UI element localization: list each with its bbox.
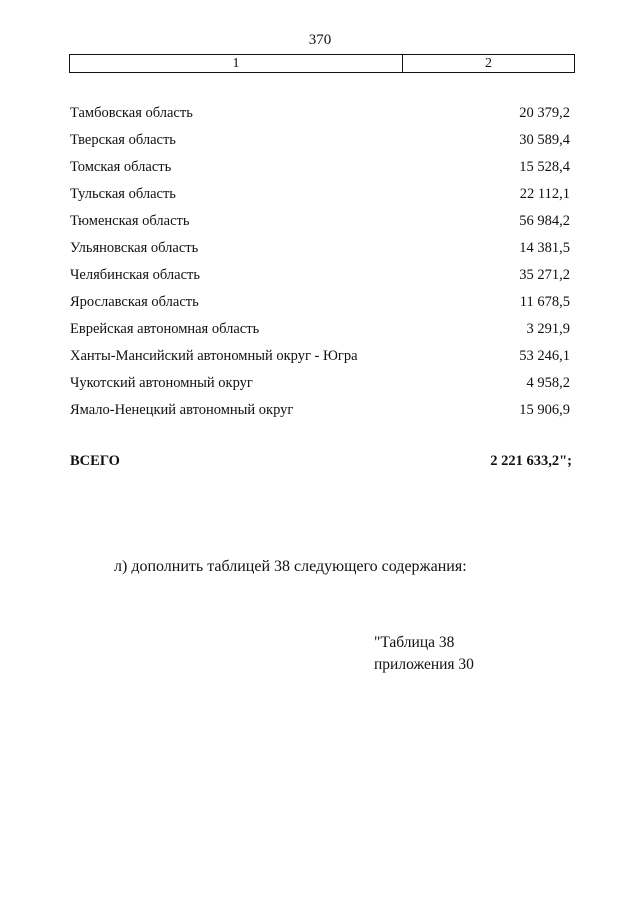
region-name: Тюменская область <box>70 213 190 229</box>
table-caption <box>374 632 474 676</box>
table-row <box>70 208 570 235</box>
region-value: 30 589,4 <box>519 132 570 148</box>
region-name: Томская область <box>70 159 172 175</box>
region-name: Ульяновская область <box>70 240 199 256</box>
total-row <box>70 453 572 470</box>
header-col-2: 2 <box>485 56 492 71</box>
table-row <box>70 235 570 262</box>
region-value: 11 678,5 <box>519 294 570 310</box>
table-row <box>70 100 570 127</box>
table-header <box>69 54 575 73</box>
table-row <box>70 316 570 343</box>
page-number: 370 <box>308 32 332 48</box>
region-value: 3 291,9 <box>526 321 570 337</box>
region-name: Еврейская автономная область <box>70 321 260 337</box>
total-label: ВСЕГО <box>70 453 120 469</box>
region-value: 35 271,2 <box>519 267 570 283</box>
table-row <box>70 397 570 424</box>
region-value: 22 112,1 <box>519 186 570 202</box>
table-row <box>70 289 570 316</box>
region-value: 20 379,2 <box>519 105 570 121</box>
table-row <box>70 343 570 370</box>
table-row <box>70 181 570 208</box>
table-row <box>70 262 570 289</box>
region-name: Ярославская область <box>70 294 199 310</box>
header-col-1: 1 <box>70 55 403 72</box>
region-value: 15 906,9 <box>519 402 570 418</box>
instruction-text: л) дополнить таблицей 38 следующего содержания: <box>114 558 467 575</box>
total-value: 2 221 633,2"; <box>490 453 572 469</box>
region-name: Тульская область <box>70 186 176 202</box>
region-name: Тверская область <box>70 132 176 148</box>
region-name: Челябинская область <box>70 267 200 283</box>
caption-line-2: приложения 30 <box>374 656 474 673</box>
region-name: Ханты-Мансийский автономный округ - Югра <box>70 348 358 364</box>
region-value: 15 528,4 <box>519 159 570 175</box>
region-value: 53 246,1 <box>519 348 570 364</box>
table-row <box>70 154 570 181</box>
region-value: 4 958,2 <box>526 375 570 391</box>
regions-table <box>70 100 570 424</box>
region-name: Тамбовская область <box>70 105 193 121</box>
table-row <box>70 370 570 397</box>
region-name: Чукотский автономный округ <box>70 375 253 391</box>
region-name: Ямало-Ненецкий автономный округ <box>70 402 294 418</box>
region-value: 14 381,5 <box>519 240 570 256</box>
region-value: 56 984,2 <box>519 213 570 229</box>
table-row <box>70 127 570 154</box>
caption-line-1: "Таблица 38 <box>374 634 455 651</box>
